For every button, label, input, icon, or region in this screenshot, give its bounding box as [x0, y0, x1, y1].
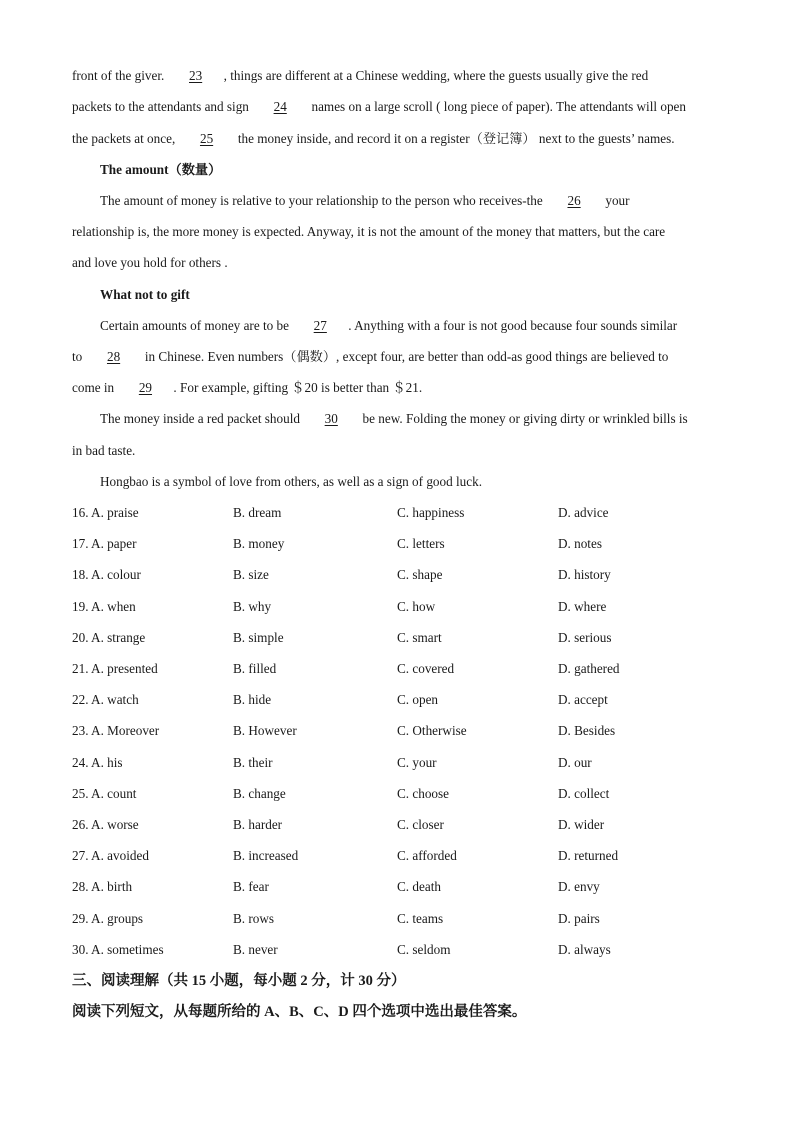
- option-d: D. envy: [558, 879, 600, 895]
- blank-23: 23: [189, 68, 203, 83]
- option-b: B. rows: [233, 910, 275, 926]
- option-c: C. Otherwise: [397, 723, 467, 739]
- option-b: B. their: [233, 754, 273, 770]
- text: packets to the attendants and sign: [72, 99, 253, 114]
- option-b: B. dream: [233, 505, 282, 520]
- option-d: D. serious: [558, 629, 612, 645]
- option-question-a: 17. A. paper: [72, 536, 137, 552]
- option-c: C. teams: [397, 910, 444, 926]
- option-b: B. However: [233, 723, 297, 739]
- option-b: B. money: [233, 536, 285, 552]
- option-row: [72, 598, 732, 616]
- passage-line: [100, 192, 724, 210]
- blank-25: 25: [199, 131, 214, 146]
- option-c: C. shape: [397, 567, 443, 583]
- option-question-a: 16. A. praise: [72, 505, 139, 520]
- text: , things are different at a Chinese wedding, where the guests usually give the red: [223, 68, 649, 83]
- passage-line: [72, 98, 724, 116]
- section-3-title: 三、阅读理解（共 15 小题，每小题 2 分，计 30 分）: [72, 973, 406, 989]
- option-c: C. how: [397, 598, 436, 614]
- option-d: D. accept: [558, 692, 608, 708]
- option-c: C. open: [397, 692, 439, 708]
- option-c: C. your: [397, 754, 437, 770]
- text: The money inside a red packet should: [100, 411, 304, 426]
- passage-line: Hongbao is a symbol of love from others, as well as a sign of good luck.: [100, 474, 483, 489]
- option-row: [72, 941, 732, 959]
- option-row: [72, 566, 732, 584]
- text: . Anything with a four is not good because four sounds similar: [348, 318, 678, 333]
- option-d: D. returned: [558, 848, 619, 864]
- option-d: D. wider: [558, 817, 605, 832]
- option-b: B. simple: [233, 629, 284, 645]
- text: names on a large scroll ( long piece of paper). The attendants will open: [308, 99, 686, 114]
- option-c: C. smart: [397, 629, 442, 645]
- text: Certain amounts of money are to be: [100, 318, 293, 333]
- option-d: D. notes: [558, 536, 602, 552]
- option-d: D. pairs: [558, 910, 600, 926]
- option-c: C. closer: [397, 817, 444, 832]
- option-question-a: 26. A. worse: [72, 817, 139, 832]
- text: front of the giver.: [72, 68, 168, 83]
- option-b: B. filled: [233, 661, 277, 676]
- option-c: C. afforded: [397, 848, 457, 864]
- option-c: C. choose: [397, 785, 450, 801]
- passage-line: [72, 130, 724, 148]
- option-question-a: 23. A. Moreover: [72, 723, 160, 739]
- option-b: B. size: [233, 567, 269, 583]
- text: . For example, gifting ＄20 is better than ＄21.: [173, 380, 423, 395]
- text: The amount of money is relative to your relationship to the person who receives-the: [100, 193, 547, 208]
- option-d: D. our: [558, 754, 592, 770]
- option-question-a: 29. A. groups: [72, 910, 144, 926]
- option-c: C. letters: [397, 536, 445, 552]
- passage-line: [100, 410, 724, 428]
- passage-line: [100, 317, 724, 335]
- option-b: B. fear: [233, 879, 269, 895]
- text: in Chinese. Even numbers（偶数）, except four, are better than odd-as good things are believed to: [141, 349, 669, 364]
- option-b: B. increased: [233, 848, 299, 864]
- option-d: D. Besides: [558, 723, 616, 739]
- section-heading-amount: The amount（数量）: [100, 162, 222, 177]
- option-row: [72, 535, 732, 553]
- option-d: D. gathered: [558, 661, 620, 676]
- option-row: [72, 754, 732, 772]
- text: to: [72, 349, 86, 364]
- option-c: C. seldom: [397, 941, 451, 957]
- option-row: [72, 660, 732, 678]
- option-question-a: 28. A. birth: [72, 879, 133, 895]
- passage-line: relationship is, the more money is expected. Anyway, it is not the amount of the money that matters, but the care: [72, 224, 666, 239]
- option-b: B. never: [233, 941, 278, 957]
- blank-30: 30: [324, 411, 338, 426]
- option-d: D. where: [558, 598, 607, 614]
- option-question-a: 25. A. count: [72, 785, 137, 801]
- passage-line: and love you hold for others .: [72, 255, 228, 270]
- option-question-a: 30. A. sometimes: [72, 941, 164, 957]
- passage-line: in bad taste.: [72, 443, 136, 458]
- option-row: [72, 691, 732, 709]
- blank-27: 27: [313, 318, 327, 333]
- option-c: C. happiness: [397, 505, 465, 520]
- option-question-a: 24. A. his: [72, 754, 123, 770]
- option-d: D. advice: [558, 505, 609, 520]
- passage-line: [72, 67, 724, 85]
- option-question-a: 27. A. avoided: [72, 848, 149, 864]
- option-row: [72, 785, 732, 803]
- option-b: B. harder: [233, 817, 283, 832]
- blank-28: 28: [106, 349, 121, 364]
- option-question-a: 21. A. presented: [72, 661, 158, 676]
- option-row: [72, 878, 732, 896]
- option-row: [72, 722, 732, 740]
- option-b: B. change: [233, 785, 286, 801]
- text: be new. Folding the money or giving dirty or wrinkled bills is: [359, 411, 688, 426]
- option-question-a: 18. A. colour: [72, 567, 141, 583]
- option-row: [72, 816, 732, 834]
- option-row: [72, 504, 732, 522]
- section-heading-what-not-to-gift: What not to gift: [100, 287, 190, 302]
- option-d: D. collect: [558, 785, 610, 801]
- blank-26: 26: [567, 193, 581, 208]
- option-question-a: 22. A. watch: [72, 692, 139, 708]
- option-c: C. covered: [397, 661, 455, 676]
- option-row: [72, 910, 732, 928]
- option-b: B. hide: [233, 692, 272, 708]
- option-question-a: 19. A. when: [72, 598, 136, 614]
- option-b: B. why: [233, 598, 272, 614]
- option-row: [72, 629, 732, 647]
- text: your: [602, 193, 630, 208]
- section-3-instruction: 阅读下列短文，从每题所给的 A、B、C、D 四个选项中选出最佳答案。: [72, 1004, 527, 1020]
- passage-line: [72, 348, 724, 366]
- passage-line: [72, 379, 724, 397]
- blank-24: 24: [273, 99, 287, 114]
- text: the packets at once,: [72, 131, 179, 146]
- blank-29: 29: [138, 380, 153, 395]
- option-c: C. death: [397, 879, 441, 895]
- option-row: [72, 847, 732, 865]
- option-d: D. history: [558, 567, 611, 583]
- option-d: D. always: [558, 941, 611, 957]
- option-question-a: 20. A. strange: [72, 629, 146, 645]
- text: come in: [72, 380, 118, 395]
- text: the money inside, and record it on a register（登记簿） next to the guests’ names.: [234, 131, 675, 146]
